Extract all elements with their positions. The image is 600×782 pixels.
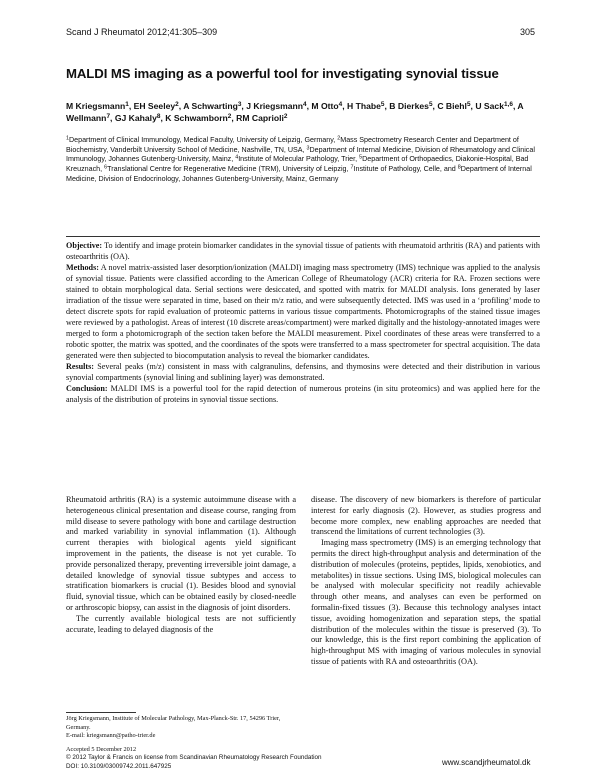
- affiliations: [66, 136, 542, 185]
- affiliation-number: 7: [350, 164, 354, 171]
- author-name: H Thabe: [347, 101, 381, 111]
- author-affiliation-number: 2: [283, 113, 288, 121]
- author-affiliation-number: 4: [303, 101, 307, 109]
- abstract-conclusion: [66, 383, 540, 405]
- author-name: C Biehl: [437, 101, 467, 111]
- affiliation-text: Mass Spectrometry Research Center and Department of Biochemistry, Vanderbilt University School of Medicine, Nashville, TN, USA,: [66, 136, 519, 154]
- author-affiliation-number: 1: [125, 101, 129, 109]
- doi-line[interactable]: DOI: 10.3109/03009742.2011.647925: [66, 762, 172, 770]
- author-affiliation-number: 5: [428, 101, 433, 109]
- abstract-results: [66, 361, 540, 383]
- affiliation-number: 5: [359, 155, 363, 161]
- affiliation-number: 2: [337, 135, 341, 142]
- body-paragraph: Imaging mass spectrometry (IMS) is an emerging technology that permits the direct high-throughput analysis and determination of the distribution of molecules (proteins, peptides, lipids, xenobiotics, and metabolites) in tissue sections. Using IMS, biological molecules can be analysed with molecular specificity not readily achievable through other means, and analyses can even be performed on formalin-fixed tissues (3). Because this technology analyses intact tissue, avoiding homogenization and separation steps, the spatial distribution of the molecules within the tissue is preserved (3). To our knowledge, this is the first report combining the application of high-throughput MS with imaging of various molecules in synovial tissue of patients with RA and osteoarthritis (OA).: [311, 538, 541, 666]
- author-affiliation-number: 2: [227, 113, 232, 121]
- article-title: MALDI MS imaging as a powerful tool for investigating synovial tissue: [66, 66, 499, 81]
- abstract-label: Methods:: [66, 263, 99, 272]
- author-affiliation-number: 1,6: [503, 101, 513, 109]
- author-name: GJ Kahaly: [114, 113, 157, 123]
- author-name: U Sack: [475, 101, 504, 111]
- abstract-label: Results:: [66, 362, 94, 371]
- abstract: [66, 240, 540, 405]
- affiliation-number: 1: [66, 135, 69, 142]
- abstract-label: Conclusion:: [66, 384, 108, 393]
- author-affiliation-number: 7: [106, 113, 111, 121]
- body-paragraph: Rheumatoid arthritis (RA) is a systemic autoimmune disease with a heterogeneous clinical presentation and disease course, ranging from mild disease to severe pathology with bone and cartilage destruction and marked variability in synovial inflammation (1). Although current therapies with biological agents yield significant improvement in the patients, the disease is not yet curable. To provide personalized therapy, preventing irreversible joint damage, a detailed knowledge of synovial tissue subtypes and access to stratification biomarkers is crucial (1). Besides blood and synovial fluid, synovial tissue, which can be obtained easily by closed-needle or arthroscopic biopsy, can assist in the diagnosis of joint disorders.: [66, 495, 296, 612]
- footnote-rule: [66, 712, 136, 713]
- affiliation-number: 6: [104, 164, 108, 171]
- affiliation-text: Department of Internal Medicine, Division of Rheumatology and Clinical Immunology, Johannes Gutenberg-University, Mainz,: [66, 145, 535, 164]
- affiliation-text: Department of Orthopaedics, Diakonie-Hospital, Bad Kreuznach,: [66, 155, 529, 174]
- copyright-line: © 2012 Taylor & Francis on license from Scandinavian Rheumatology Research Foundation: [66, 754, 322, 761]
- author-name: B Dierkes: [389, 101, 429, 111]
- abstract-text: To identify and image protein biomarker candidates in the synovial tissue of patients with rheumatoid arthritis (RA) and patients with osteoarthritis (OA).: [66, 241, 540, 261]
- page-number: 305: [520, 27, 536, 37]
- affiliation-text: Department of Clinical Immunology, Medical Faculty, University of Leipzig, Germany,: [68, 136, 338, 144]
- affiliation-text: Institute of Molecular Pathology, Trier,: [238, 155, 360, 164]
- correspondence-email[interactable]: E-mail: kriegsmann@patho-trier.de: [66, 732, 156, 739]
- author-name: M Otto: [311, 101, 339, 111]
- author-name: A Wellmann: [66, 101, 524, 123]
- abstract-objective: [66, 240, 540, 262]
- author-affiliation-number: 5: [466, 101, 471, 109]
- body-column-right: [311, 495, 541, 668]
- author-name: RM Caprioli: [236, 113, 284, 123]
- journal-website[interactable]: www.scandjrheumatol.dk: [442, 758, 531, 767]
- author-name: EH Seeley: [133, 101, 176, 111]
- affiliation-number: 4: [235, 155, 239, 161]
- affiliation-text: Department of Internal Medicine, Division of Endocrinology, Johannes Gutenberg-University, Mainz, Germany: [66, 165, 532, 183]
- author-affiliation-number: 5: [380, 101, 385, 109]
- abstract-text: A novel matrix-assisted laser desorption/ionization (MALDI) imaging mass spectrometry (IMS) technique was applied to the analysis of synovial tissue. Patients were classified according to the American College of Rheumatology (ACR) criteria for RA. Frozen sections were stained to obtain morphological data. Serial sections were desiccated, and spotted with matrix for MALDI analysis. Ions generated by laser irradiation of the tissue were separated in time, based on their m/z ratio, and were subsequently detected. IMS was used in a ‘profiling’ mode to detect discrete spots for rapid evaluation of proteomic patterns in various tissue compartments. Photomicrographs of the stained tissue images were reviewed by a pathologist. Areas of interest (10 discrete areas/compartment) were marked digitally and the histology-annotated images were merged to form a photomicrograph of the section taken before the MALDI measurement. Pixel coordinates of these areas were transferred to a robotic spotter, the matrix was spotted, and the coordinates of the spots were transferred to a mass spectrometer for spectral acquisition. The data generated were then subjected to biocomputation analysis to reveal the biomarker candidates.: [66, 263, 541, 360]
- abstract-methods: [66, 262, 540, 361]
- body-paragraph: disease. The discovery of new biomarkers is therefore of particular interest for early diagnosis (2). However, as studies progress and become more complex, new enabling approaches are needed that transcend the limitations of current technologies (3).: [311, 495, 541, 537]
- author-affiliation-number: 3: [237, 101, 242, 109]
- author-name: A Schwarting: [183, 101, 238, 111]
- abstract-top-rule: [66, 236, 540, 237]
- affiliation-number: 8: [457, 164, 461, 171]
- author-name: J Kriegsmann: [246, 101, 304, 111]
- body-column-left: [66, 495, 296, 635]
- affiliation-number: 3: [306, 145, 310, 152]
- abstract-label: Objective:: [66, 241, 103, 250]
- abstract-text: Several peaks (m/z) consistent in mass with calgranulins, defensins, and thymosins were detected and their distribution in various synovial compartments (synovial lining and sublining layer) was demonstrated.: [66, 362, 540, 382]
- correspondence-footnote: [66, 715, 306, 754]
- author-affiliation-number: 2: [175, 101, 179, 109]
- author-affiliation-number: 8: [156, 113, 161, 121]
- correspondence-address: Jörg Kriegsmann, Institute of Molecular Pathology, Max-Planck-Str. 17, 54296 Trier, Germany.: [66, 715, 281, 731]
- author-affiliation-number: 4: [338, 101, 343, 109]
- author-list: M Kriegsmann$^1$, EH Seeley$^2$, A Schwarting$^3$, J Kriegsmann$^4$, M Otto$^4$, H Thabe$^5$, B Dierkes$^5$, C Biehl$^5$, U Sack$^{1,6}$, A Wellmann$^7$, GJ Kahaly$^8$, K Schwamborn$^2$, RM Caprioli$^2$: [66, 101, 524, 123]
- journal-citation: Scand J Rheumatol 2012;41:305–309: [66, 27, 218, 37]
- accepted-date: Accepted 5 December 2012: [66, 745, 137, 753]
- affiliation-text: Translational Centre for Regenerative Medicine (TRM), University of Leipzig,: [107, 165, 351, 174]
- body-paragraph: The currently available biological tests are not sufficiently accurate, leading to delayed diagnosis of the: [66, 613, 296, 634]
- author-name: M Kriegsmann: [66, 101, 126, 111]
- author-name: K Schwamborn: [165, 113, 228, 123]
- abstract-text: MALDI IMS is a powerful tool for the rapid detection of numerous proteins (in situ proteomics) and was applied here for the analysis of the distribution of proteins in synovial tissue sections.: [66, 384, 540, 404]
- copyright-block: [66, 754, 322, 772]
- affiliation-text: Institute of Pathology, Celle, and: [353, 165, 458, 174]
